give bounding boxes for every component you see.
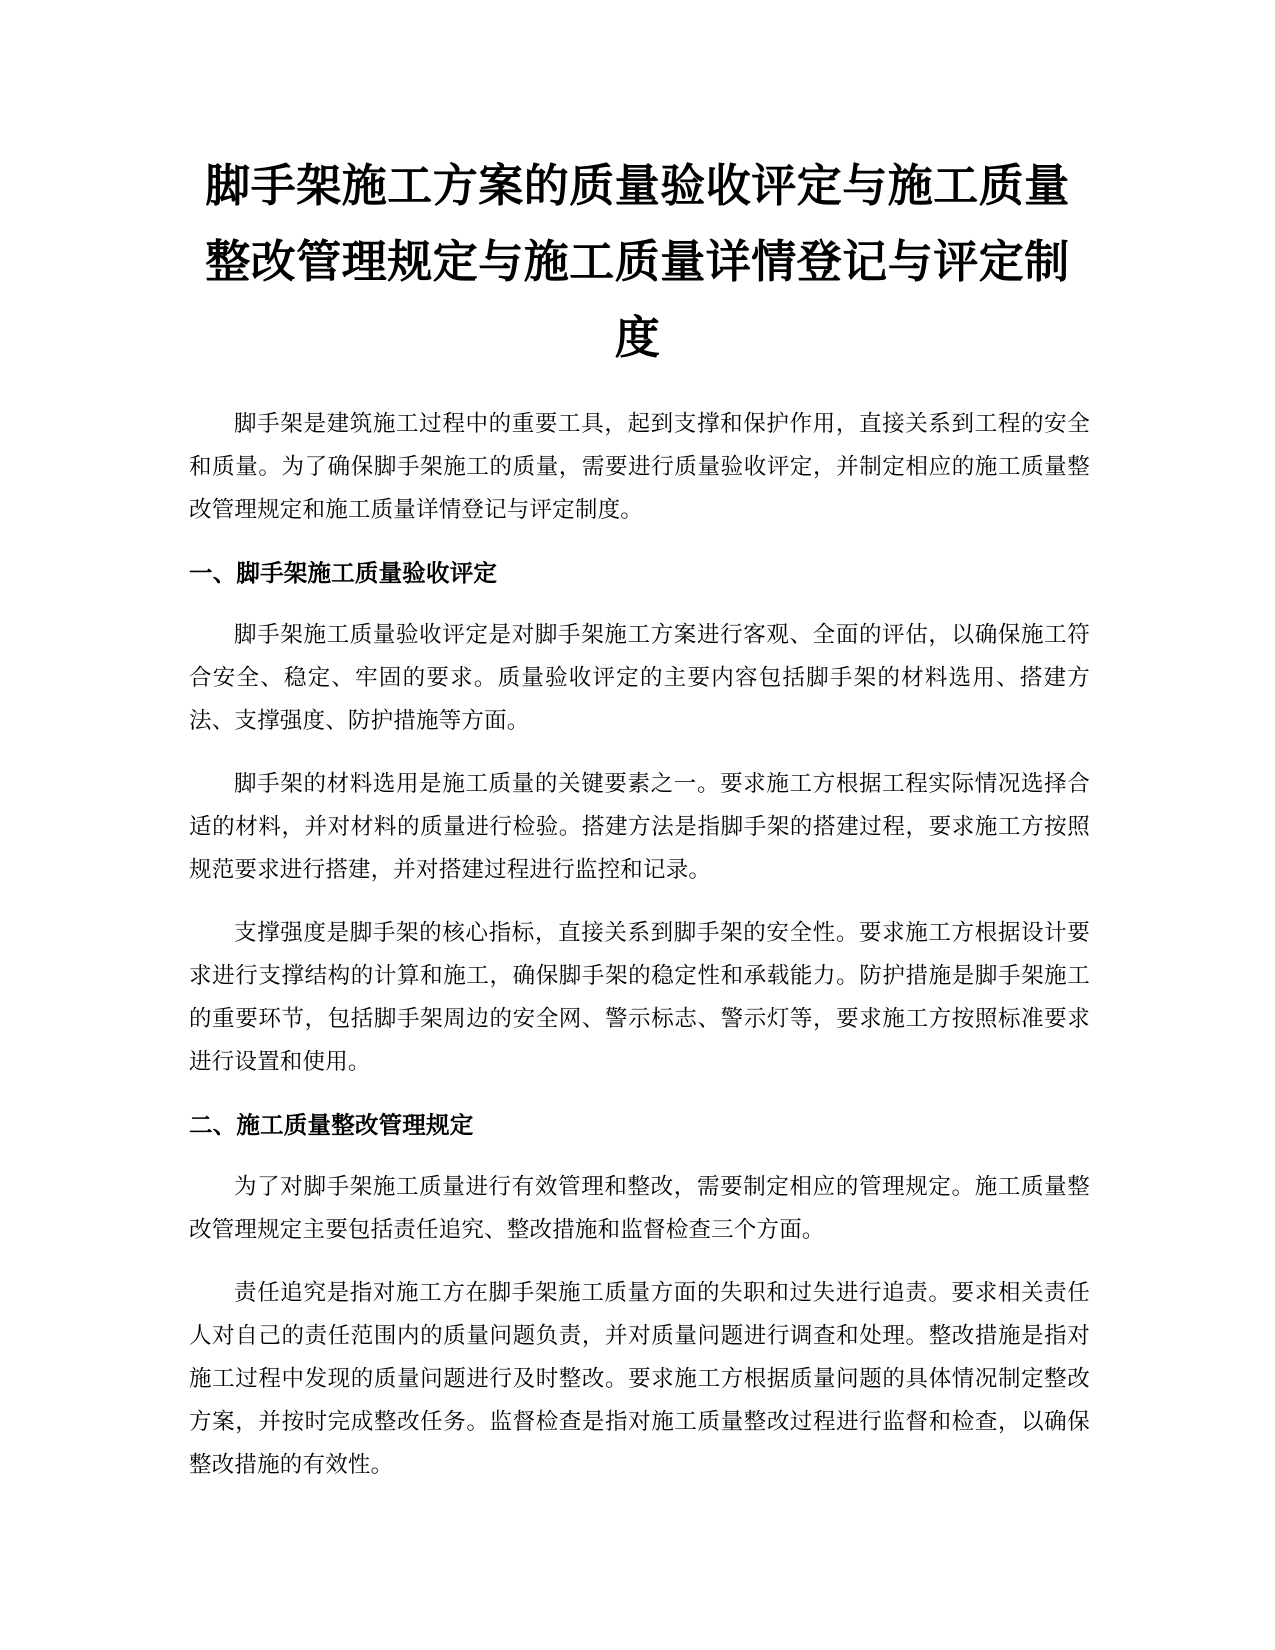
document-body xyxy=(189,403,1090,1507)
section-heading: 一、脚手架施工质量验收评定 xyxy=(189,559,498,587)
body-paragraph: 责任追究是指对施工方在脚手架施工质量方面的失职和过失进行追责。要求相关责任人对自己的责任范围内的质量问题负责，并对质量问题进行调查和处理。整改措施是指对施工过程中发现的质量问题进行及时整改。要求施工方根据质量问题的具体情况制定整改方案，并按时完成整改任务。监督检查是指对施工质量整改过程进行监督和检查，以确保整改措施的有效性。 xyxy=(189,1280,1090,1478)
intro-paragraph: 脚手架是建筑施工过程中的重要工具，起到支撑和保护作用，直接关系到工程的安全和质量。为了确保脚手架施工的质量，需要进行质量验收评定，并制定相应的施工质量整改管理规定和施工质量详情登记与评定制度。 xyxy=(189,411,1090,523)
section-acceptance-evaluation xyxy=(189,552,1090,1084)
section-heading: 二、施工质量整改管理规定 xyxy=(189,1111,474,1139)
section-rectification-rules xyxy=(189,1104,1090,1487)
body-paragraph: 脚手架施工质量验收评定是对脚手架施工方案进行客观、全面的评估，以确保施工符合安全、稳定、牢固的要求。质量验收评定的主要内容包括脚手架的材料选用、搭建方法、支撑强度、防护措施等方面。 xyxy=(189,622,1090,734)
body-paragraph: 为了对脚手架施工质量进行有效管理和整改，需要制定相应的管理规定。施工质量整改管理规定主要包括责任追究、整改措施和监督检查三个方面。 xyxy=(189,1174,1090,1243)
body-paragraph: 支撑强度是脚手架的核心指标，直接关系到脚手架的安全性。要求施工方根据设计要求进行支撑结构的计算和施工，确保脚手架的稳定性和承载能力。防护措施是脚手架施工的重要环节，包括脚手架周边的安全网、警示标志、警示灯等，要求施工方按照标准要求进行设置和使用。 xyxy=(189,920,1090,1075)
body-paragraph: 脚手架的材料选用是施工质量的关键要素之一。要求施工方根据工程实际情况选择合适的材料，并对材料的质量进行检验。搭建方法是指脚手架的搭建过程，要求施工方按照规范要求进行搭建，并对搭建过程进行监控和记录。 xyxy=(189,771,1090,883)
document-title: 脚手架施工方案的质量验收评定与施工质量整改管理规定与施工质量详情登记与评定制度 xyxy=(205,159,1070,364)
